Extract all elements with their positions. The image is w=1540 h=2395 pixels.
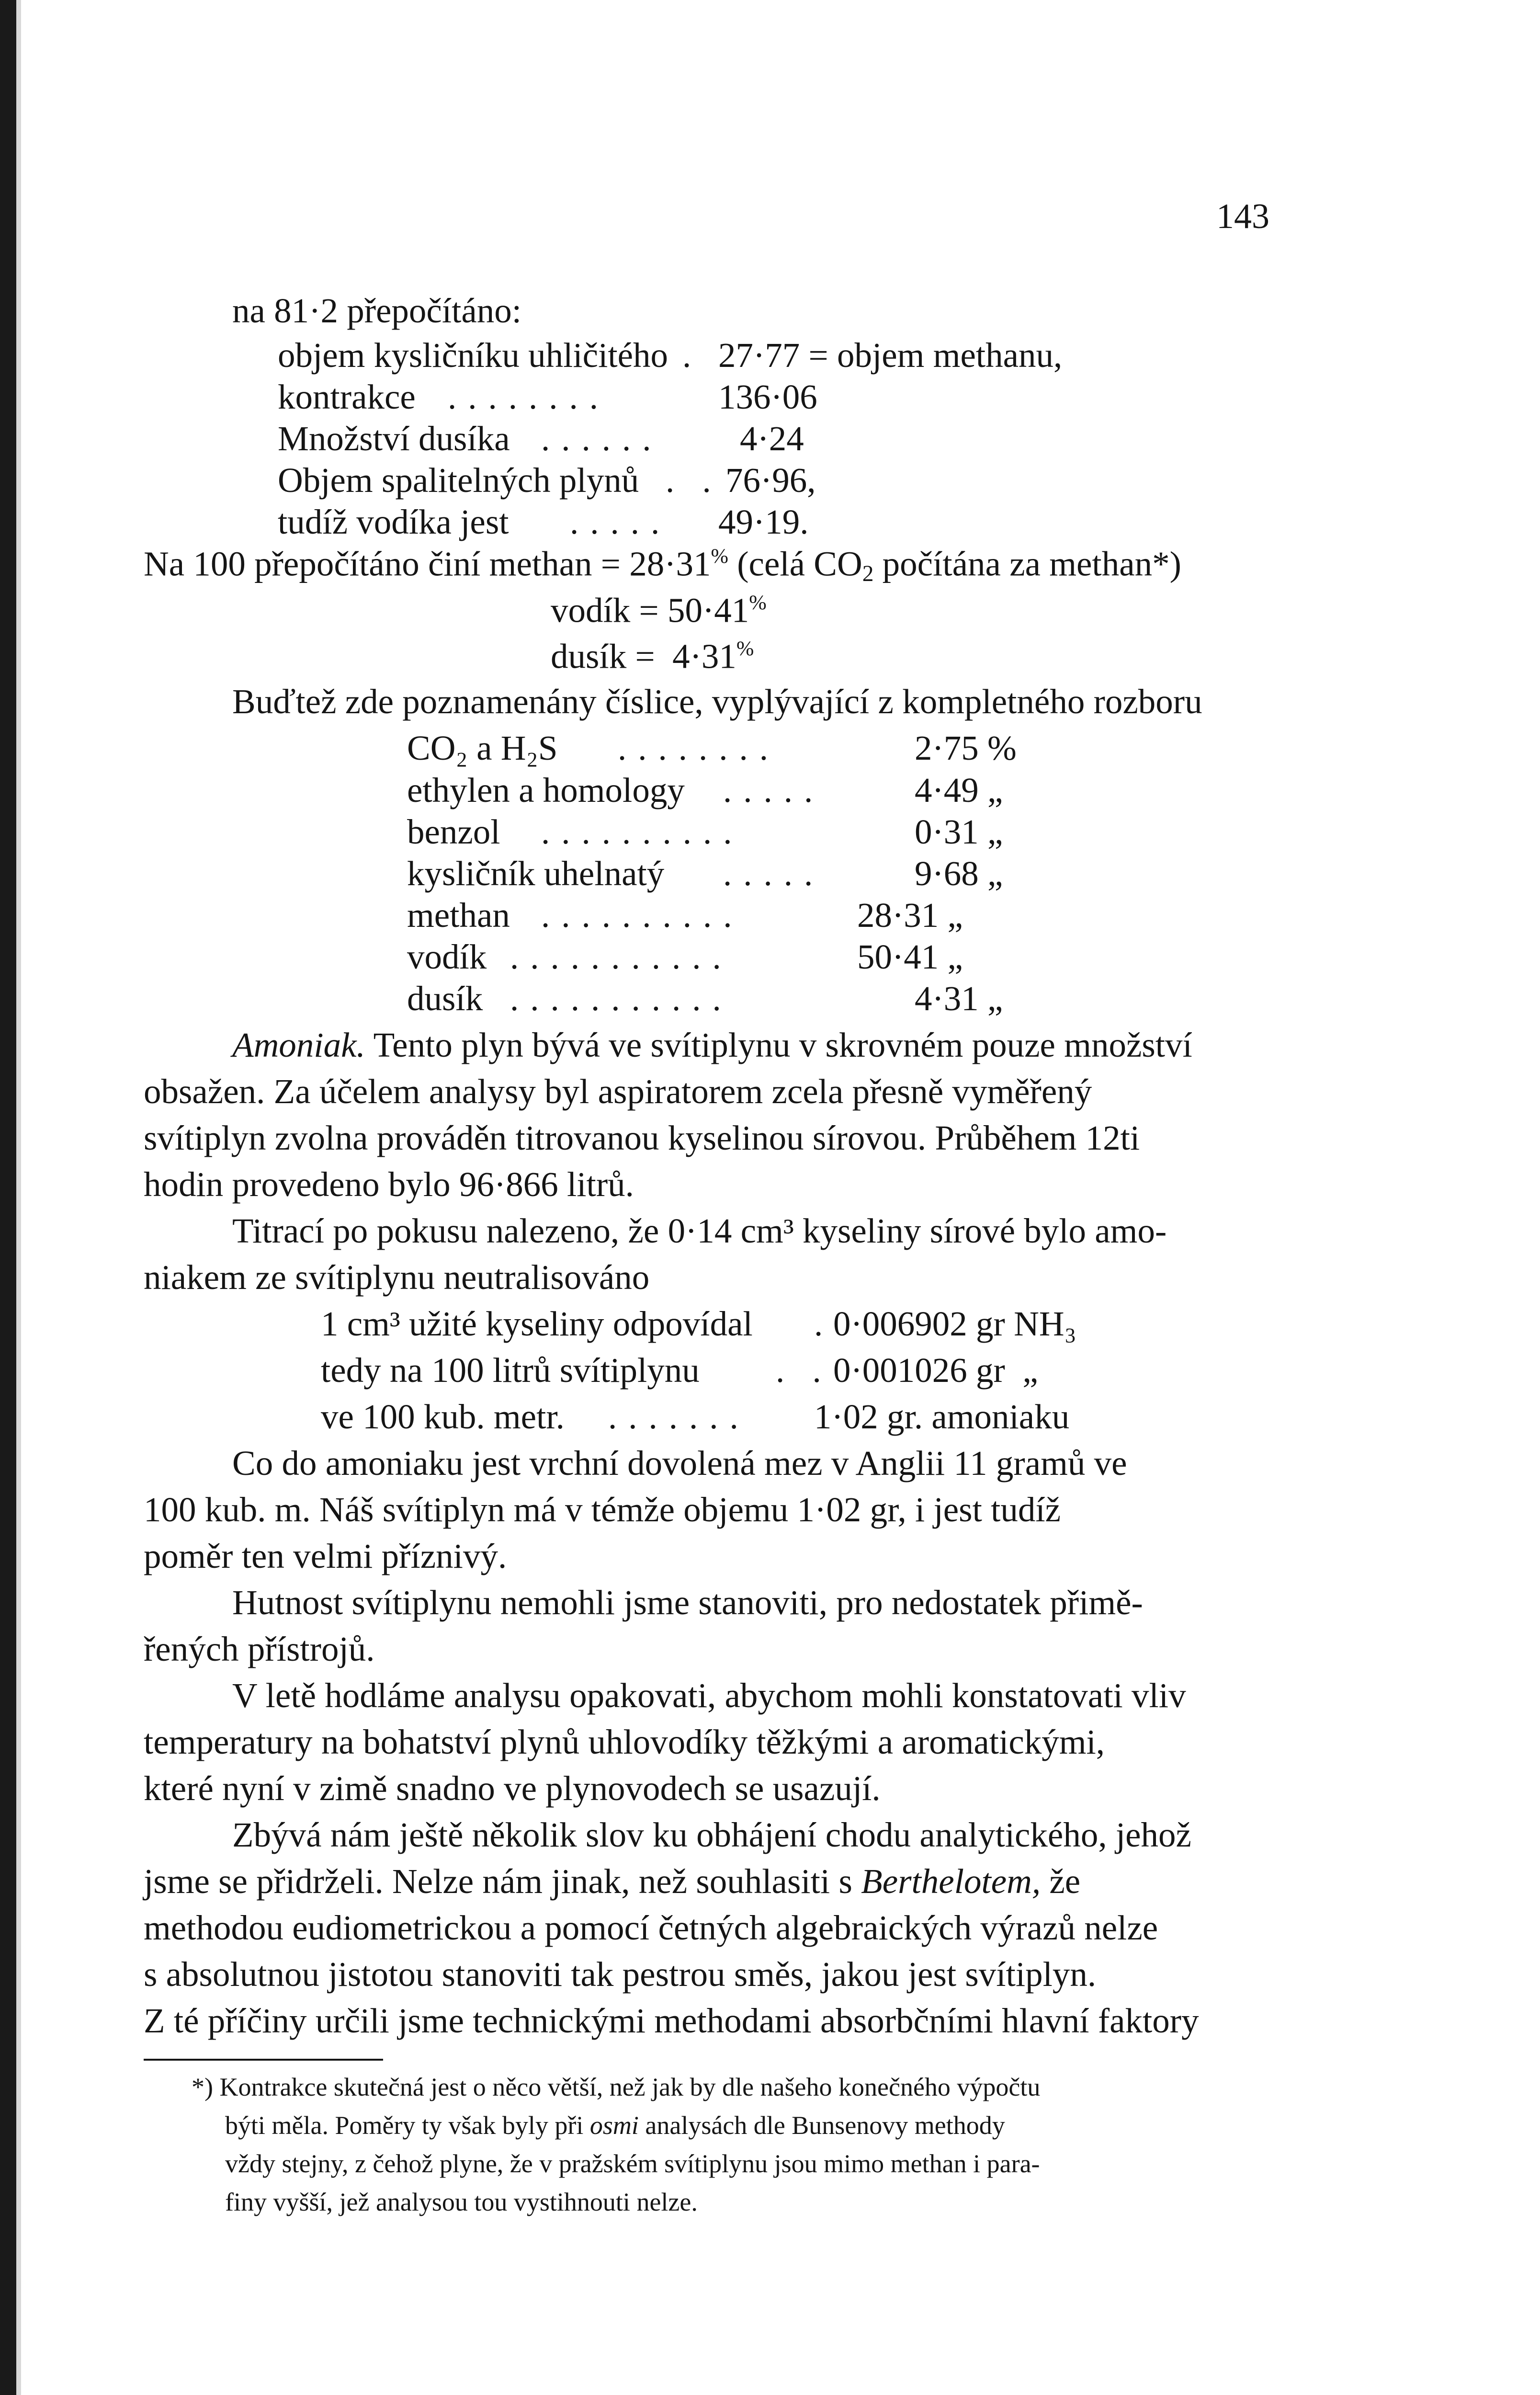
row-dots: .......... (541, 812, 744, 851)
paragraph-line: poměr ten velmi příznivý. (144, 1537, 507, 1575)
row-label: kysličník uhelnatý (407, 854, 665, 893)
row-dots: ....... (608, 1397, 750, 1436)
paragraph-line: temperatury na bohatství plynů uhlovodíky těžkými a aromatickými, (144, 1722, 1105, 1761)
paragraph-line: 100 kub. m. Náš svítiplyn má v témže objemu 1·02 gr, i jest tudíž (144, 1490, 1061, 1529)
row-label: CO₂ a H₂S (407, 729, 558, 767)
footnote-line: finy vyšší, jež analysou tou vystihnouti nelze. (225, 2188, 698, 2216)
row-label: vodík (407, 937, 487, 976)
row-value: 136·06 (718, 377, 817, 416)
row-dots: ..... (723, 771, 825, 810)
percent-line: Na 100 přepočítáno činí methan = 28·31% (celá $CO_2$ počítána za methan*) (144, 544, 1181, 587)
row-label: 1 cm³ užité kyseliny odpovídal (321, 1304, 753, 1343)
row-dots: ........... (510, 979, 733, 1018)
row-value: 27·77 = objem methanu, (718, 336, 1063, 375)
paragraph-line: s absolutnou jistotou stanoviti tak pestrou směs, jakou jest svítiplyn. (144, 1955, 1097, 1994)
row-value: 49·19. (718, 502, 809, 541)
row-label: methan (407, 896, 510, 935)
paragraph-line: methodou eudiometrickou a pomocí četných algebraických výrazů nelze (144, 1908, 1158, 1947)
row-label: ve 100 kub. metr. (321, 1397, 565, 1436)
footnote-rule (144, 2059, 383, 2061)
row-value: 4·49 „ (915, 771, 1003, 810)
row-value: 1·02 gr. amoniaku (814, 1397, 1070, 1436)
paragraph-line: jsme se přidrželi. Nelze nám jinak, než souhlasiti s Berthelotem, že (144, 1862, 1081, 1901)
row-dots: ........... (510, 937, 733, 976)
paragraph-line: řených přístrojů. (144, 1630, 375, 1668)
row-dots: ........ (618, 729, 780, 767)
paragraph-line: Co do amoniaku jest vrchní dovolená mez v Anglii 11 gramů ve (232, 1444, 1127, 1483)
amoniak-heading: Amoniak. (232, 1026, 365, 1064)
paragraph-line: niakem ze svítiplynu neutralisováno (144, 1258, 650, 1297)
row-value: 4·24 (740, 419, 804, 458)
footnote-line: býti měla. Poměry ty však byly při osmi analysách dle Bunsenovy methody (225, 2111, 1005, 2140)
dusik-line: dusík = 4·31% (551, 637, 754, 676)
row-value: 50·41 „ (857, 937, 963, 976)
paragraph-line: Z té příčiny určili jsme technickými methodami absorbčními hlavní faktory (144, 2001, 1199, 2040)
row-dots: ..... (723, 854, 825, 893)
author-name: Berthelotem, (861, 1862, 1041, 1901)
row-value: 0·001026 gr „ (833, 1351, 1038, 1390)
paragraph-line: V letě hodláme analysu opakovati, abychom mohli konstatovati vliv (232, 1676, 1186, 1715)
row-label: tedy na 100 litrů svítiplynu (321, 1351, 700, 1390)
row-label: benzol (407, 812, 500, 851)
row-label: ethylen a homology (407, 771, 685, 810)
paragraph-line: Titrací po pokusu nalezeno, že 0·14 cm³ kyseliny sírové bylo amo- (232, 1211, 1167, 1250)
row-dots: ........ (448, 377, 610, 416)
scan-edge (0, 0, 16, 2395)
row-value: 0·31 „ (915, 812, 1003, 851)
page-number: 143 (1216, 197, 1269, 236)
row-label: Objem spalitelných plynů (278, 461, 639, 500)
row-label: Množství dusíka (278, 419, 510, 458)
paragraph-line: Hutnost svítiplynu nemohli jsme stanoviti, pro nedostatek přimě- (232, 1583, 1143, 1622)
row-value: 4·31 „ (915, 979, 1003, 1018)
row-dots: . (814, 1304, 823, 1343)
row-value: 28·31 „ (857, 896, 963, 935)
paragraph-line: obsažen. Za účelem analysy byl aspiratorem zcela přesně vyměřený (144, 1072, 1092, 1111)
row-dots: .......... (541, 896, 744, 935)
paragraph-line: svítiplyn zvolna prováděn titrovanou kyselinou sírovou. Průběhem 12ti (144, 1118, 1140, 1157)
paragraph-line: které nyní v zimě snadno ve plynovodech se usazují. (144, 1769, 881, 1808)
row-dots: ...... (541, 419, 663, 458)
amoniak-first-line: Amoniak. Tento plyn bývá ve svítiplynu v skrovném pouze množství (232, 1026, 1192, 1064)
row-dots: ..... (570, 502, 671, 541)
row-label: tudíž vodíka jest (278, 502, 509, 541)
row-value: 76·96, (725, 461, 816, 500)
row-label: dusík (407, 979, 483, 1018)
footnote-line: vždy stejny, z čehož plyne, že v pražském svítiplynu jsou mimo methan i para- (225, 2149, 1040, 2178)
row-dots: . . (776, 1351, 831, 1390)
budte-line: Buďtež zde poznamenány číslice, vyplývající z kompletného rozboru (232, 682, 1202, 721)
row-label: objem kysličníku uhličitého (278, 336, 668, 375)
row-value: 2·75 % (915, 729, 1017, 767)
row-value: 9·68 „ (915, 854, 1003, 893)
vodik-line: vodík = 50·41% (551, 591, 767, 630)
scan-edge-shadow (16, 0, 21, 2395)
footnote-line: *) Kontrakce skutečná jest o něco větší, než jak by dle našeho konečného výpočtu (192, 2073, 1041, 2101)
row-dots: . . (666, 461, 721, 500)
row-value: 0·006902 gr NH₃ (833, 1304, 1077, 1343)
paragraph-line: hodin provedeno bylo 96·866 litrů. (144, 1165, 634, 1204)
intro-line: na 81·2 přepočítáno: (232, 291, 522, 330)
paragraph-line: Zbývá nám ještě několik slov ku obhájení chodu analytického, jehož (232, 1815, 1191, 1854)
row-dots: . (682, 336, 691, 375)
row-label: kontrakce (278, 377, 416, 416)
